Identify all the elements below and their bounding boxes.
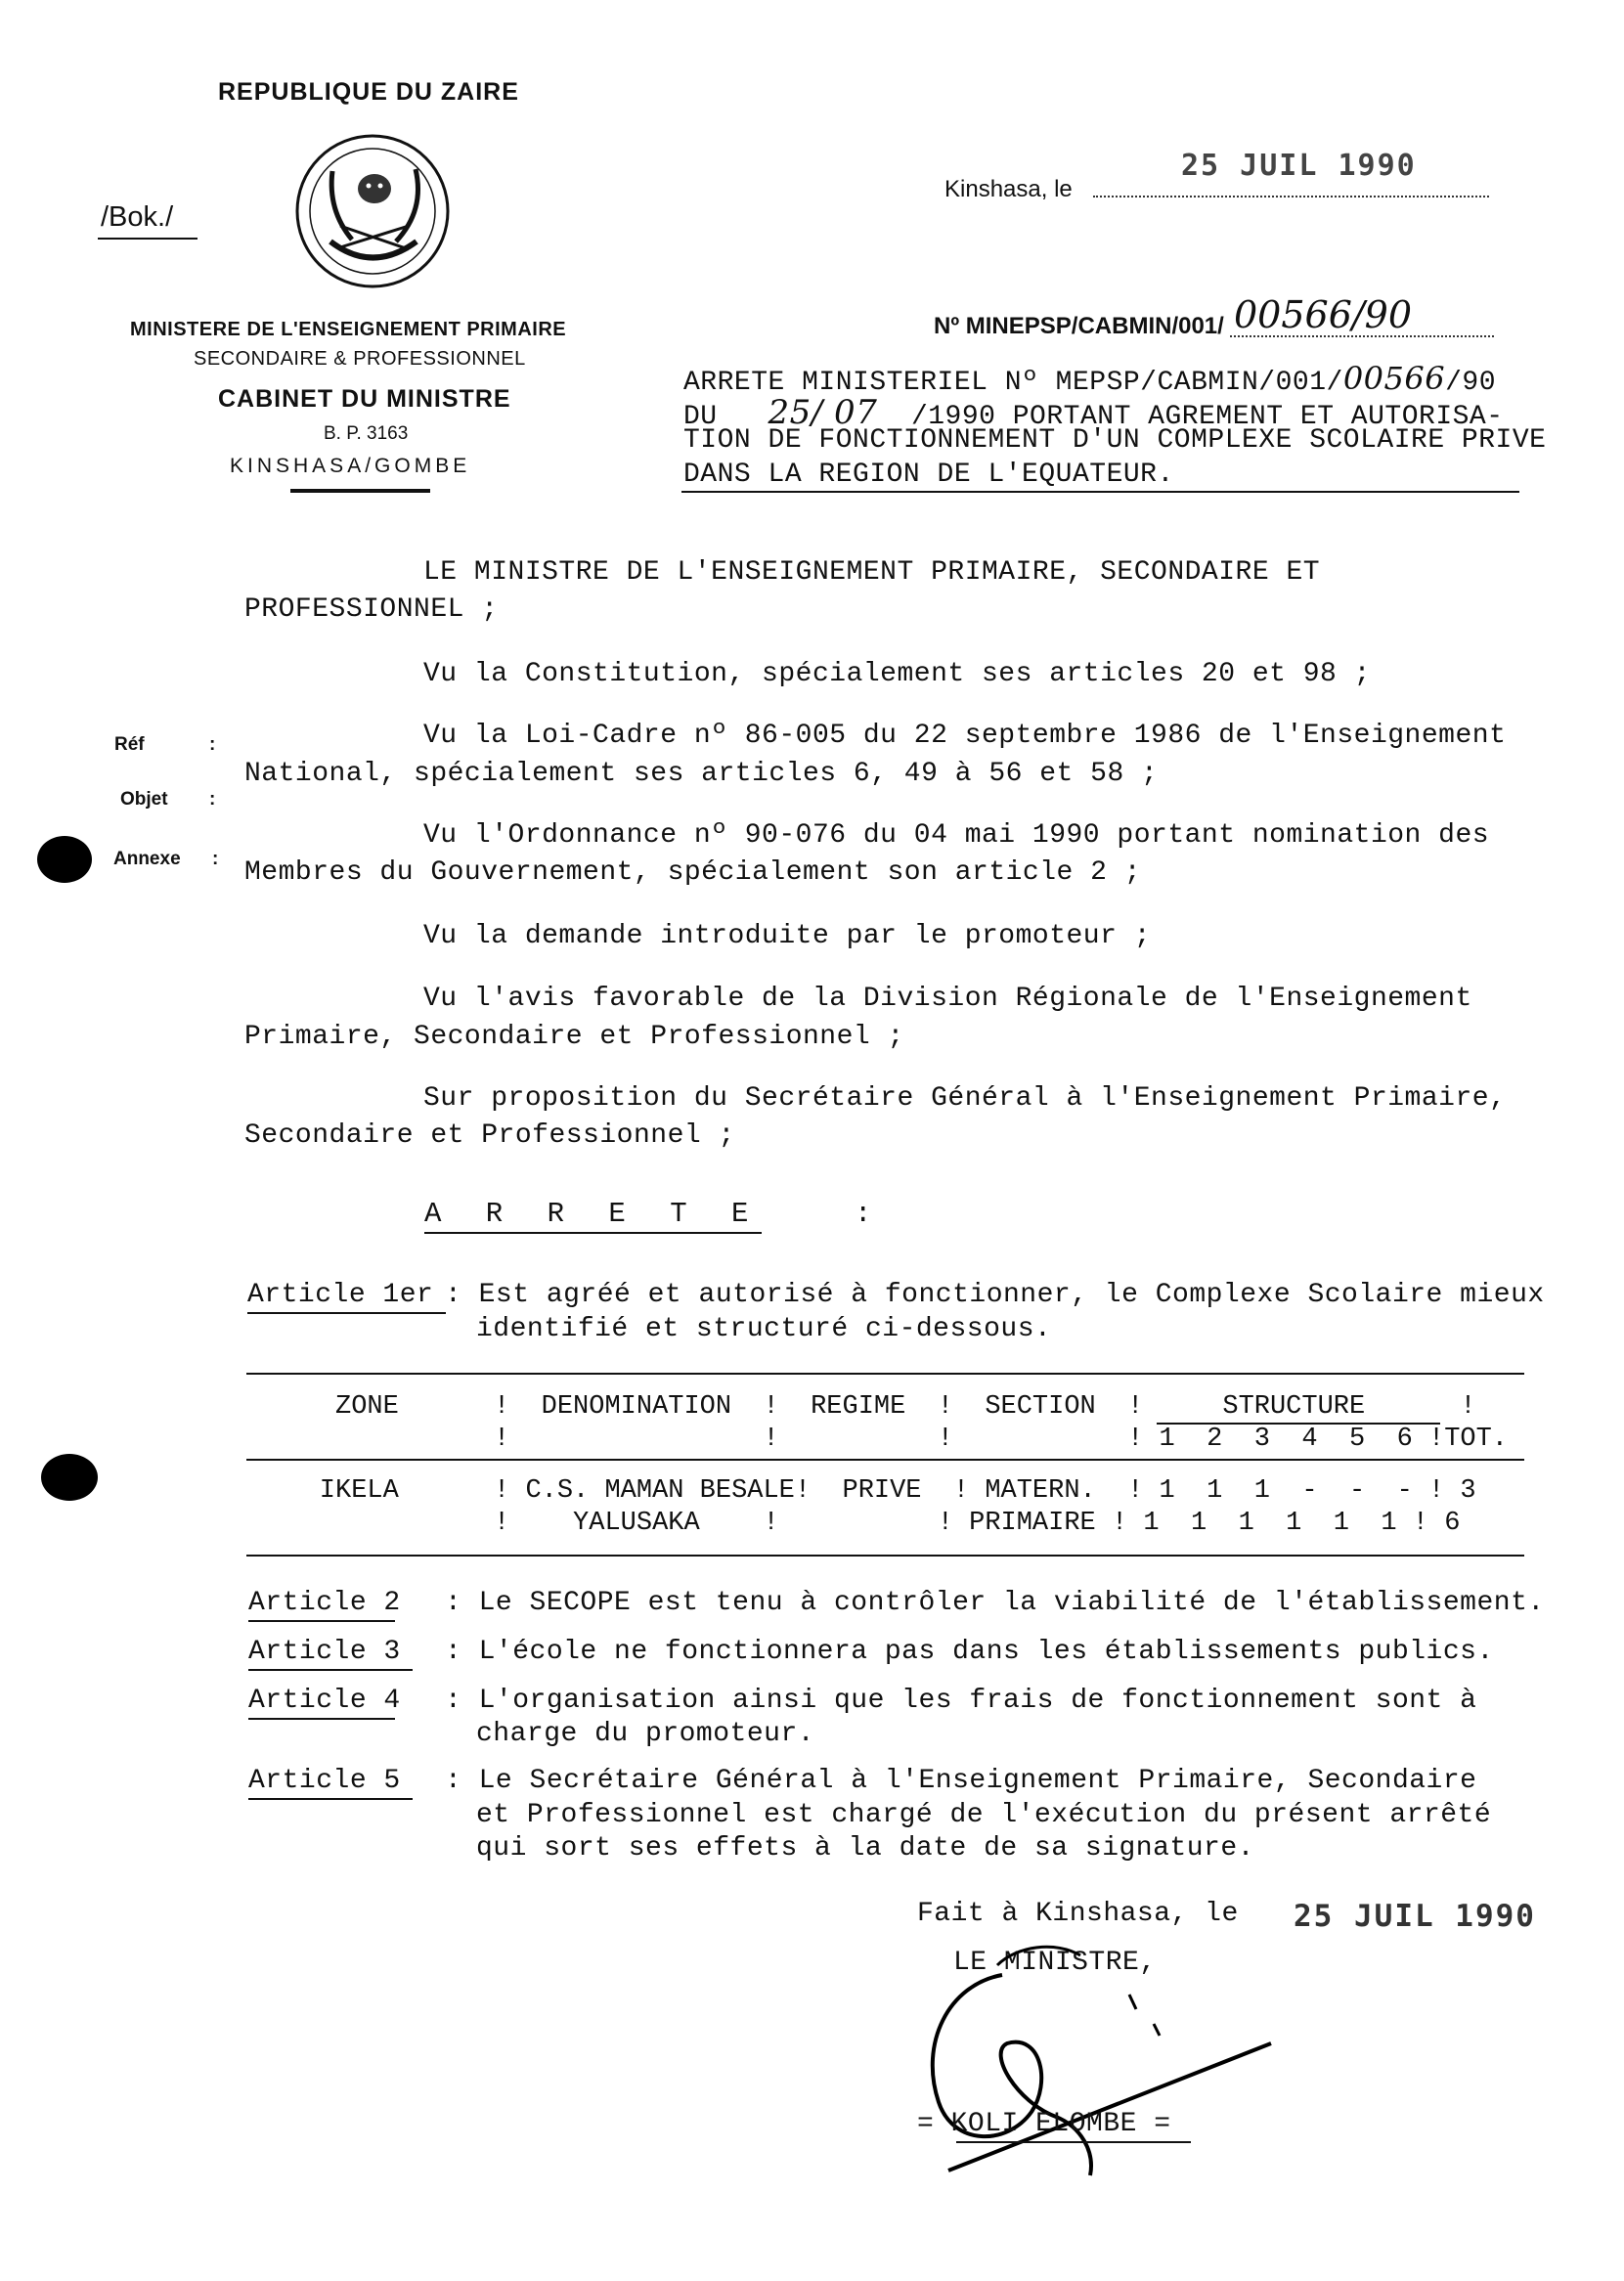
title-line4: DANS LA REGION DE L'EQUATEUR. <box>683 460 1174 490</box>
table-row: IKELA ! C.S. MAMAN BESALE! PRIVE ! MATERN. ! 1 1 1 - - - ! 3 <box>256 1476 1476 1506</box>
margin-label-objet: Objet <box>120 789 168 810</box>
title-line3: TION DE FONCTIONNEMENT D'UN COMPLEXE SCOLAIRE PRIVE <box>683 425 1547 456</box>
margin-label-annexe: Annexe <box>113 849 181 869</box>
table-bottom-rule <box>246 1555 1524 1557</box>
article-3-text: : L'école ne fonctionnera pas dans les établissements publics. <box>445 1637 1494 1667</box>
title-line2-prefix: DU <box>683 402 718 432</box>
article-4-label: Article 4 <box>248 1686 395 1720</box>
article-1-text-line2: identifié et structuré ci-dessous. <box>476 1314 1052 1344</box>
title-line2-suffix: /1990 PORTANT AGREMENT ET AUTORISA- <box>910 402 1504 432</box>
signature-minister-title: LE MINISTRE, <box>953 1948 1157 1978</box>
article-2-label: Article 2 <box>248 1588 395 1622</box>
document-number-handwritten: 00566/90 <box>1234 293 1413 336</box>
preamble-loi-cadre-line2: National, spécialement ses articles 6, 49 à 56 et 58 ; <box>244 759 1159 789</box>
reference-code: /Bok./ <box>101 201 174 233</box>
article-1-label: Article 1er <box>247 1280 446 1314</box>
article-1-text-line1: : Est agréé et autorisé à fonctionner, le Complexe Scolaire mieux <box>445 1280 1545 1310</box>
document-number-label: Nº MINEPSP/CABMIN/001/ <box>934 313 1224 339</box>
signature-date-stamp: 25 JUIL 1990 <box>1294 1899 1536 1934</box>
coat-of-arms-emblem <box>293 132 452 290</box>
article-5-label: Article 5 <box>248 1766 413 1800</box>
title-line1-suffix: /90 <box>1445 368 1497 398</box>
preamble-constitution: Vu la Constitution, spécialement ses articles 20 et 98 ; <box>423 659 1371 689</box>
article-5-text-line1: : Le Secrétaire Général à l'Enseignement Primaire, Secondaire <box>445 1766 1477 1796</box>
signatory-name: = KOLI ELOMBE = <box>917 2109 1171 2139</box>
table-row: ! YALUSAKA ! ! PRIMAIRE ! 1 1 1 1 1 1 ! 6 <box>256 1509 1461 1538</box>
preamble-demande: Vu la demande introduite par le promoteur ; <box>423 921 1152 951</box>
preamble-avis-line2: Primaire, Secondaire et Professionnel ; <box>244 1022 904 1052</box>
ministry-name-line1: MINISTERE DE L'ENSEIGNEMENT PRIMAIRE <box>130 319 567 340</box>
preamble-proposition-line1: Sur proposition du Secrétaire Général à l'Enseignement Primaire, <box>423 1083 1507 1114</box>
place-date-label: Kinshasa, le <box>944 176 1073 202</box>
table-header-row: ZONE ! DENOMINATION ! REGIME ! SECTION ! STRUCTURE ! <box>256 1392 1476 1422</box>
article-2-text: : Le SECOPE est tenu à contrôler la viabilité de l'établissement. <box>445 1588 1545 1618</box>
ministry-name-line2: SECONDAIRE & PROFESSIONNEL <box>194 348 526 370</box>
city-address: KINSHASA/GOMBE <box>230 455 471 477</box>
article-4-text-line2: charge du promoteur. <box>476 1719 815 1749</box>
minister-signature <box>909 1916 1300 2200</box>
preamble-proposition-line2: Secondaire et Professionnel ; <box>244 1120 735 1151</box>
article-5-text-line3: qui sort ses effets à la date de sa signature. <box>476 1833 1254 1864</box>
preamble-loi-cadre-line1: Vu la Loi-Cadre nº 86-005 du 22 septembre 1986 de l'Enseignement <box>423 721 1507 751</box>
table-top-rule <box>246 1373 1524 1375</box>
table-header-subrow: ! ! ! ! 1 2 3 4 5 6 !TOT. <box>256 1425 1509 1454</box>
article-4-text-line1: : L'organisation ainsi que les frais de fonctionnement sont à <box>445 1686 1477 1716</box>
table-header-rule <box>246 1459 1524 1461</box>
title-date-handwritten: 25/ 07 <box>768 393 878 432</box>
republic-title: REPUBLIQUE DU ZAIRE <box>218 78 519 106</box>
punch-hole-mark <box>41 1454 98 1501</box>
postal-box: B. P. 3163 <box>324 423 409 444</box>
arrete-heading: A R R E T E <box>424 1198 762 1234</box>
cabinet-title: CABINET DU MINISTRE <box>218 385 511 413</box>
article-3-label: Article 3 <box>248 1637 413 1671</box>
preamble-minister-line2: PROFESSIONNEL ; <box>244 594 499 625</box>
preamble-avis-line1: Vu l'avis favorable de la Division Régionale de l'Enseignement <box>423 984 1472 1014</box>
title-line1-prefix: ARRETE MINISTERIEL Nº MEPSP/CABMIN/001/ <box>683 368 1343 398</box>
title-number-handwritten: 00566 <box>1342 360 1446 397</box>
article-5-text-line2: et Professionnel est chargé de l'exécution du présent arrêté <box>476 1800 1492 1830</box>
signature-place-date: Fait à Kinshasa, le <box>917 1899 1239 1929</box>
preamble-ordonnance-line1: Vu l'Ordonnance nº 90-076 du 04 mai 1990 portant nomination des <box>423 820 1490 851</box>
date-dotted-line <box>1093 196 1489 197</box>
date-stamp: 25 JUIL 1990 <box>1181 149 1417 183</box>
preamble-minister-line1: LE MINISTRE DE L'ENSEIGNEMENT PRIMAIRE, SECONDAIRE ET <box>423 557 1321 588</box>
punch-hole-mark <box>37 836 92 883</box>
preamble-ordonnance-line2: Membres du Gouvernement, spécialement son article 2 ; <box>244 857 1142 888</box>
margin-label-ref: Réf <box>114 734 145 755</box>
